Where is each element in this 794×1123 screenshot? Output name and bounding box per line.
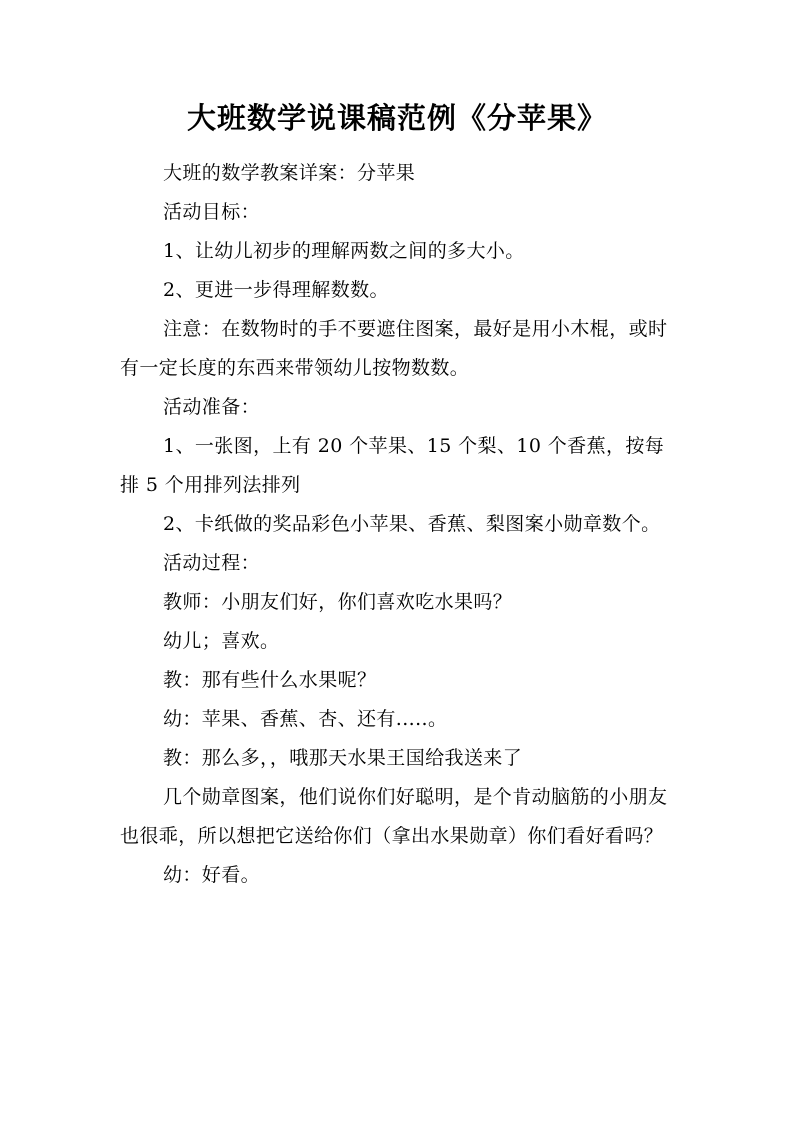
paragraph-prep-2: 2、卡纸做的奖品彩色小苹果、香蕉、梨图案小勋章数个。 <box>163 513 661 535</box>
document-body <box>120 154 680 895</box>
paragraph-dialogue-2: 幼儿；喜欢。 <box>163 630 280 652</box>
document-title: 大班数学说课稿范例《分苹果》 <box>186 101 607 135</box>
paragraph-subtitle: 大班的数学教案详案：分苹果 <box>163 162 416 184</box>
paragraph-dialogue-3: 教：那有些什么水果呢？ <box>163 669 377 691</box>
paragraph-dialogue-4: 幼：苹果、香蕉、杏、还有.....。 <box>163 708 448 730</box>
paragraph-dialogue-7: 幼：好看。 <box>163 864 261 886</box>
paragraph-goals-heading: 活动目标： <box>163 201 261 223</box>
paragraph-process-heading: 活动过程： <box>163 552 261 574</box>
paragraph-dialogue-5: 教：那么多，，哦那天水果王国给我送来了 <box>163 747 523 769</box>
paragraph-note: 注意：在数物时的手不要遮住图案，最好是用小木棍，或时有一定长度的东西来带领幼儿按物数数。 <box>120 318 668 379</box>
paragraph-prep-heading: 活动准备： <box>163 396 261 418</box>
paragraph-goal-2: 2、更进一步得理解数数。 <box>163 279 389 301</box>
paragraph-dialogue-1: 教师：小朋友们好，你们喜欢吃水果吗？ <box>163 591 513 613</box>
paragraph-dialogue-6: 几个勋章图案，他们说你们好聪明，是个肯动脑筋的小朋友也很乖，所以想把它送给你们（拿出水果勋章）你们看好看吗？ <box>120 786 668 847</box>
paragraph-goal-1: 1、让幼儿初步的理解两数之间的多大小。 <box>163 240 525 262</box>
paragraph-prep-1: 1、一张图，上有 20 个苹果、15 个梨、10 个香蕉，按每排 5 个用排列法排列 <box>120 435 665 496</box>
